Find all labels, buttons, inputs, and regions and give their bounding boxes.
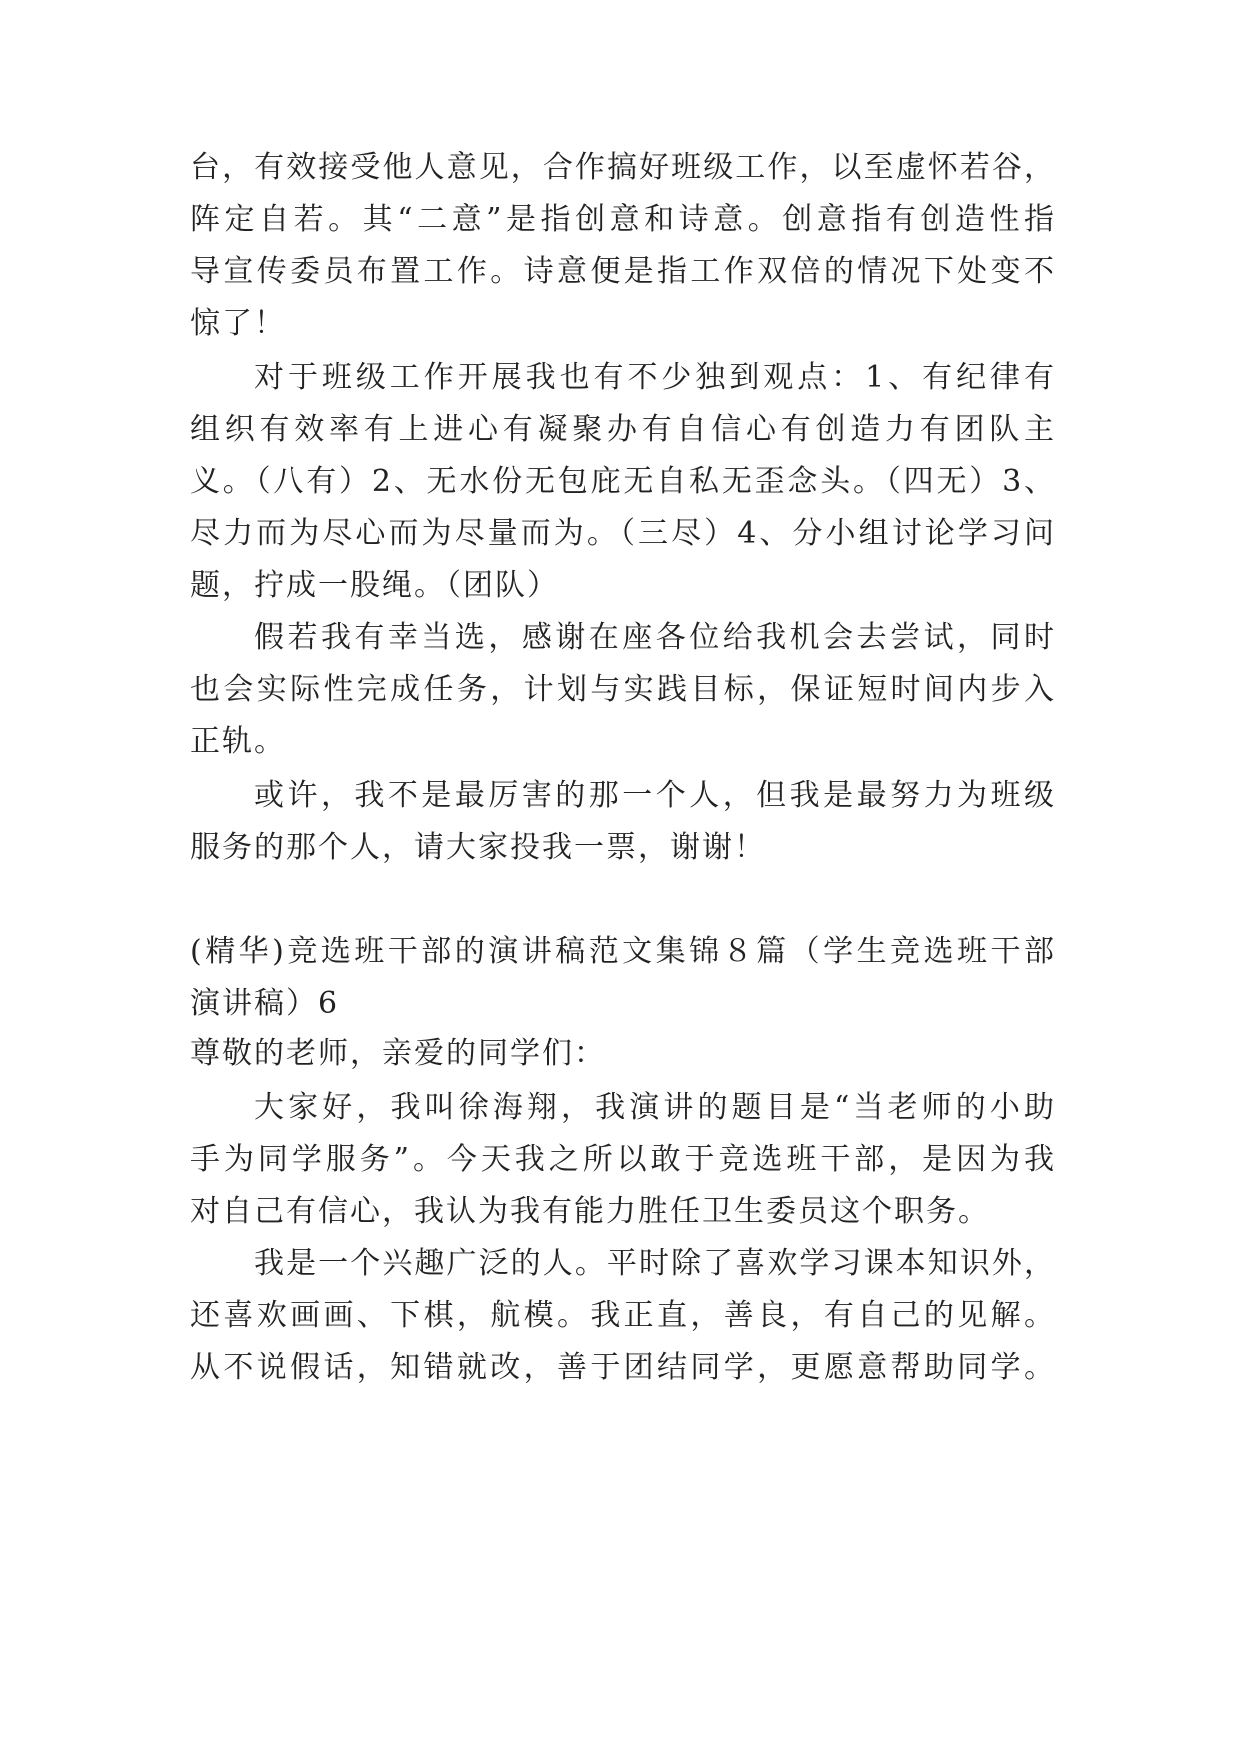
salutation: 尊敬的老师，亲爱的同学们： [190,1036,606,1071]
text-line: 正轨。 [190,724,286,759]
text-line: 组织有效率有上进心有凝聚办有自信心有创造力有团队主 [190,412,1056,447]
text-line: 尽力而为尽心而为尽量而为。（三尽）4、分小组讨论学习问 [190,516,1056,551]
text-line: 导宣传委员布置工作。诗意便是指工作双倍的情况下处变不 [190,254,1056,289]
text-line: 对自己有信心，我认为我有能力胜任卫生委员这个职务。 [190,1194,990,1229]
paragraph-first-line: 或许，我不是最厉害的那一个人，但我是最努力为班级 [254,778,1056,813]
text-line: 也会实际性完成任务，计划与实践目标，保证短时间内步入 [190,672,1056,707]
text-line: 从不说假话，知错就改，善于团结同学，更愿意帮助同学。 [190,1350,1056,1385]
paragraph-first-line: 我是一个兴趣广泛的人。平时除了喜欢学习课本知识外， [254,1246,1056,1281]
text-line: 手为同学服务”。今天我之所以敢于竞选班干部，是因为我 [190,1142,1056,1177]
paragraph-first-line: 对于班级工作开展我也有不少独到观点：1、有纪律有 [254,360,1056,395]
text-line: 义。（八有）2、无水份无包庇无自私无歪念头。（四无）3、 [190,464,1056,499]
text-line: 还喜欢画画、下棋，航模。我正直，善良，有自己的见解。 [190,1298,1056,1333]
text-line: 惊了！ [190,306,286,341]
section-heading-continued: 演讲稿）6 [190,986,340,1021]
paragraph-first-line: 假若我有幸当选，感谢在座各位给我机会去尝试，同时 [254,620,1056,655]
text-line: 题，拧成一股绳。（团队） [190,568,559,603]
text-line: 阵定自若。其“二意”是指创意和诗意。创意指有创造性指 [190,202,1056,237]
text-line: 服务的那个人，请大家投我一票，谢谢！ [190,830,766,865]
section-heading: (精华)竞选班干部的演讲稿范文集锦８篇（学生竞选班干部 [190,934,1056,969]
text-line: 台，有效接受他人意见，合作搞好班级工作，以至虚怀若谷， [190,150,1056,185]
paragraph-first-line: 大家好，我叫徐海翔，我演讲的题目是“当老师的小助 [254,1090,1056,1125]
